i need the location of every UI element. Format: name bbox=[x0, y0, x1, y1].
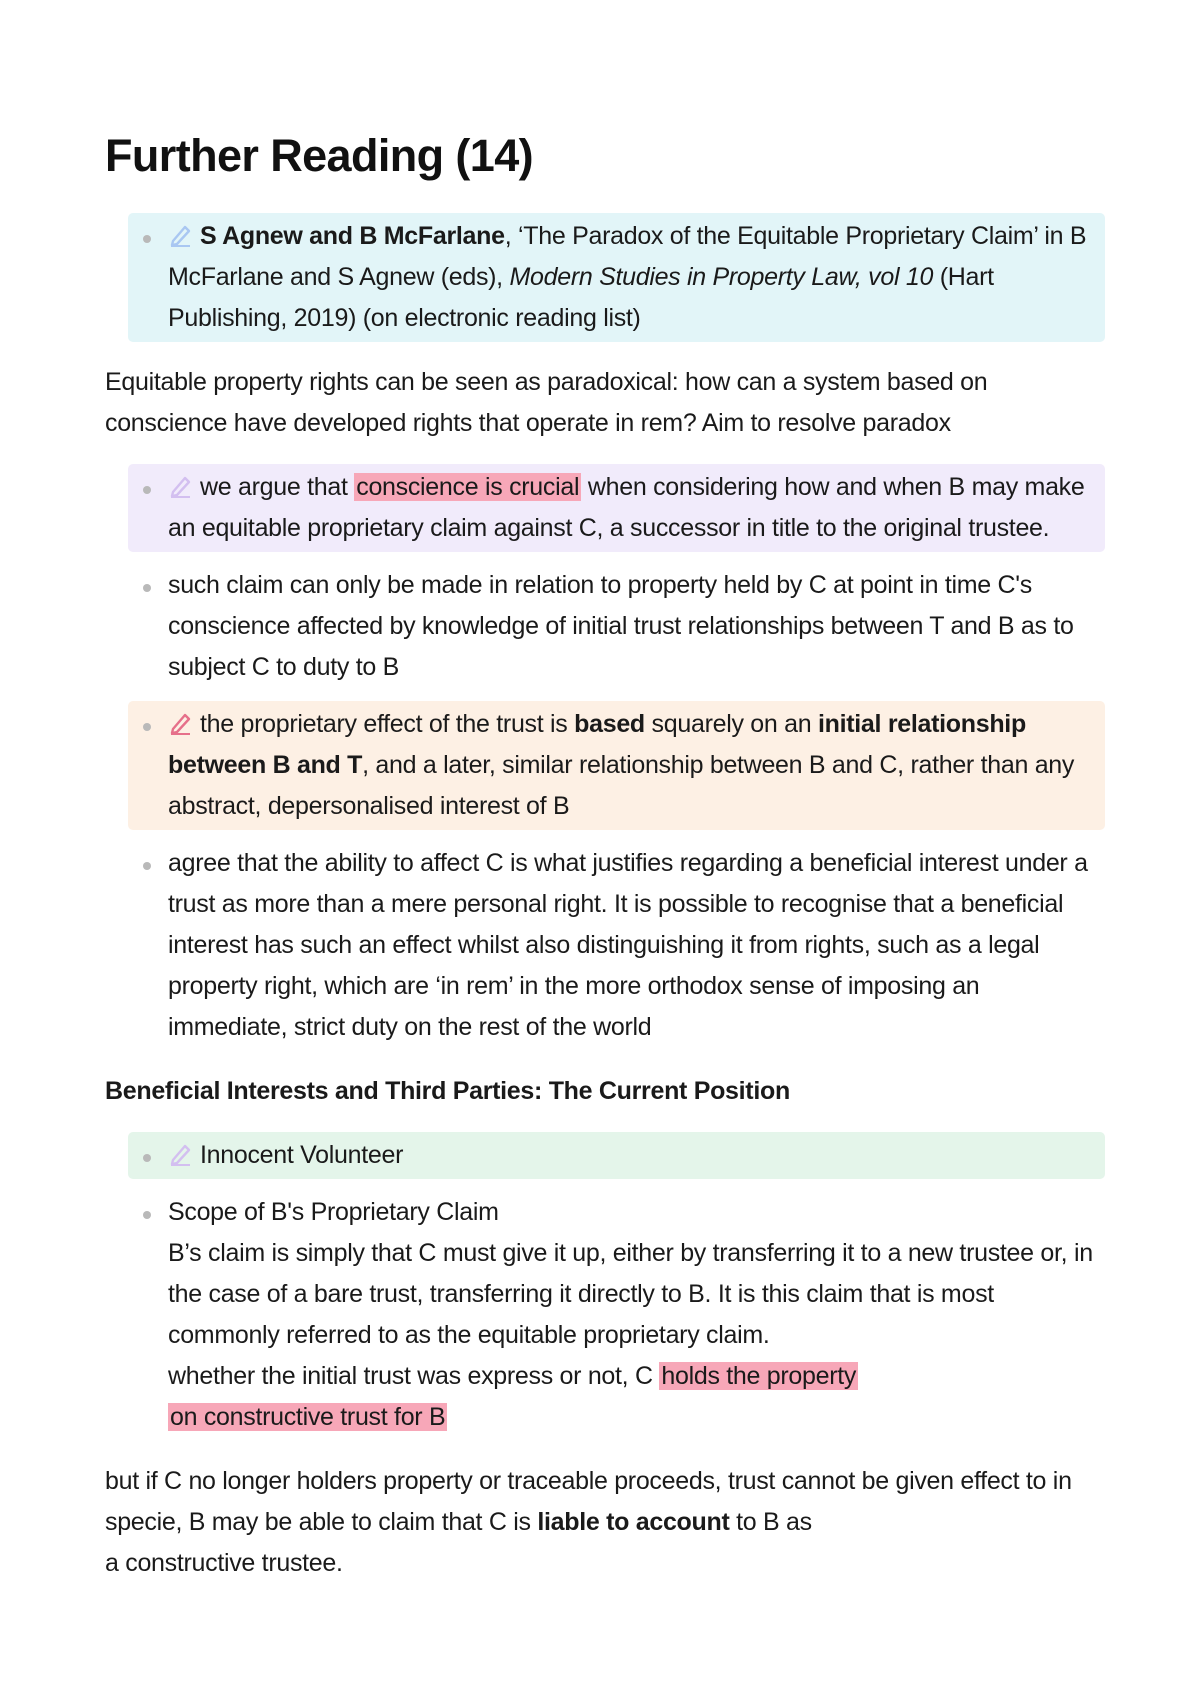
highlight-conscience: conscience is crucial bbox=[356, 473, 580, 501]
point-2-text: such claim can only be made in relation to property held by C at point in time C's conscience affected by knowledge of initial trust relationships between T and B as to subject C to duty to B bbox=[168, 571, 1074, 681]
scope-body: B’s claim is simply that C must give it up, either by transferring it to a new trustee or, in the case of a bare trust, transferring it directly to B. It is this claim that is most commonly referred to as the equitable proprietary claim. bbox=[168, 1239, 1093, 1349]
highlighter-pencil-icon bbox=[168, 221, 194, 247]
bullet-icon bbox=[143, 723, 151, 731]
scope-line-text: whether the initial trust was express or not, C bbox=[168, 1362, 660, 1390]
closing-text-c: to B as bbox=[729, 1508, 812, 1536]
point-item bbox=[128, 562, 1105, 691]
closing-text-a: but if C no longer holders property or traceable proceeds, trust cannot be given effect to in specie, B may be able to claim that C is bbox=[105, 1467, 1072, 1536]
intro-paragraph: Equitable property rights can be seen as paradoxical: how can a system based on conscience have developed rights that operate in rem? Aim to resolve paradox bbox=[105, 368, 988, 437]
section-item bbox=[128, 1132, 1105, 1179]
highlight-holds-property: holds the property bbox=[661, 1362, 857, 1390]
section-item bbox=[128, 1189, 1105, 1441]
bullet-icon bbox=[143, 1154, 151, 1162]
point-3-bold-relationship: initial relationship between B and T bbox=[168, 710, 1026, 779]
bullet-icon bbox=[143, 486, 151, 494]
reading-book-title: Modern Studies in Property Law, vol 10 bbox=[509, 263, 934, 291]
bullet-icon bbox=[143, 1211, 151, 1219]
point-1-text-b: when considering how and when B may make an equitable proprietary claim against C, a successor in title to the original trustee. bbox=[168, 473, 1085, 542]
page-title: Further Reading (14) bbox=[105, 130, 534, 181]
bullet-icon bbox=[143, 862, 151, 870]
document-content bbox=[105, 125, 1105, 1584]
highlight-constructive-trust: on constructive trust for B bbox=[170, 1403, 446, 1431]
scope-line bbox=[168, 1362, 858, 1390]
point-item bbox=[128, 701, 1105, 830]
point-3-text-a: the proprietary effect of the trust is bbox=[200, 710, 575, 738]
bullet-icon bbox=[143, 235, 151, 243]
point-3-bold-based: based bbox=[574, 710, 645, 738]
closing-paragraph bbox=[105, 1461, 1105, 1584]
point-4-text: agree that the ability to affect C is what justifies regarding a beneficial interest under a trust as more than a mere personal right. It is possible to recognise that a beneficial interest has such an effect whilst also distinguishing it from rights, such as a legal property right, which are ‘in rem’ in the more orthodox sense of imposing an immediate, strict duty on the rest of the world bbox=[168, 849, 1088, 1041]
closing-text-d: a constructive trustee. bbox=[105, 1549, 343, 1577]
point-3-text-c: squarely on an bbox=[644, 710, 818, 738]
bullet-icon bbox=[143, 584, 151, 592]
reading-item bbox=[128, 213, 1105, 342]
reading-text-1: , ‘The Paradox of the Equitable Proprietary Claim’ in B McFarlane and S Agnew (eds), bbox=[168, 222, 1087, 291]
point-1-text-a: we argue that bbox=[200, 473, 355, 501]
scope-line-2 bbox=[168, 1397, 1097, 1438]
reading-text-2: (Hart Publishing, 2019) (on electronic reading list) bbox=[168, 263, 994, 332]
scope-title: Scope of B's Proprietary Claim bbox=[168, 1198, 499, 1226]
reading-authors: S Agnew and B McFarlane bbox=[200, 222, 505, 250]
reading-list bbox=[105, 213, 1105, 342]
point-3-text-e: , and a later, similar relationship between B and C, rather than any abstract, depersonalised interest of B bbox=[168, 751, 1075, 820]
closing-bold: liable to account bbox=[537, 1508, 730, 1536]
innocent-volunteer-label: Innocent Volunteer bbox=[200, 1141, 404, 1169]
points-list bbox=[105, 464, 1105, 1051]
section-list bbox=[105, 1132, 1105, 1441]
point-item bbox=[128, 840, 1105, 1051]
section-heading: Beneficial Interests and Third Parties: The Current Position bbox=[105, 1077, 790, 1105]
point-item bbox=[128, 464, 1105, 552]
highlighter-pencil-icon bbox=[168, 709, 194, 735]
highlighter-pencil-icon bbox=[168, 1140, 194, 1166]
highlighter-pencil-icon bbox=[168, 472, 194, 498]
